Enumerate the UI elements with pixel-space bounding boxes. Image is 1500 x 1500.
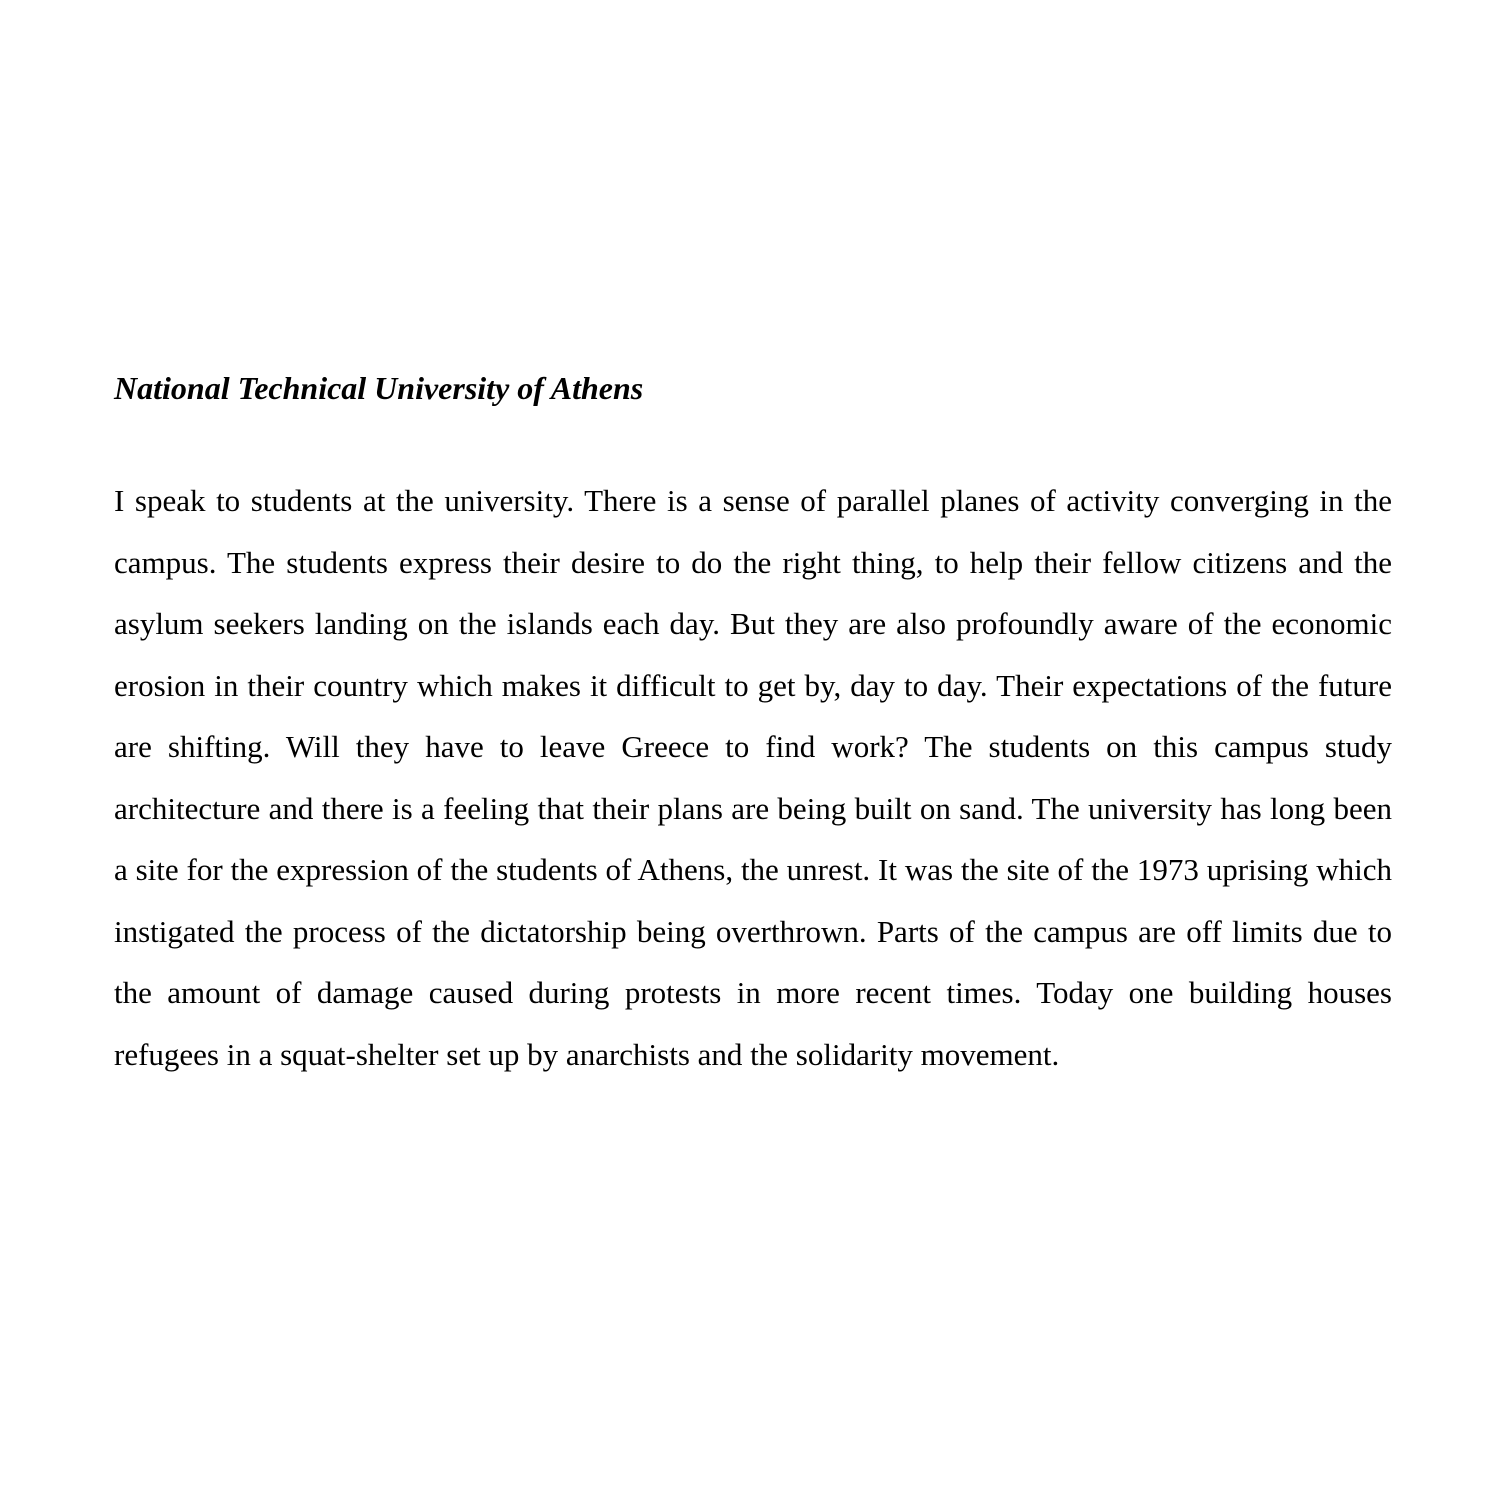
document-content <box>114 362 1392 1085</box>
section-heading: National Technical University of Athens <box>114 370 644 406</box>
body-paragraph: I speak to students at the university. There is a sense of parallel planes of activity converging in the campus. The students express their desire to do the right thing, to help their fellow citizens and the asylum seekers landing on the islands each day. But they are also profoundly aware of the economic erosion in their country which makes it difficult to get by, day to day. Their expectations of the future are shifting. Will they have to leave Greece to find work? The students on this campus study architecture and there is a feeling that their plans are being built on sand. The university has long been a site for the expression of the students of Athens, the unrest. It was the site of the 1973 uprising which instigated the process of the dictatorship being overthrown. Parts of the campus are off limits due to the amount of damage caused during protests in more recent times. Today one building houses refugees in a squat-shelter set up by anarchists and the solidarity movement. <box>114 483 1392 1072</box>
